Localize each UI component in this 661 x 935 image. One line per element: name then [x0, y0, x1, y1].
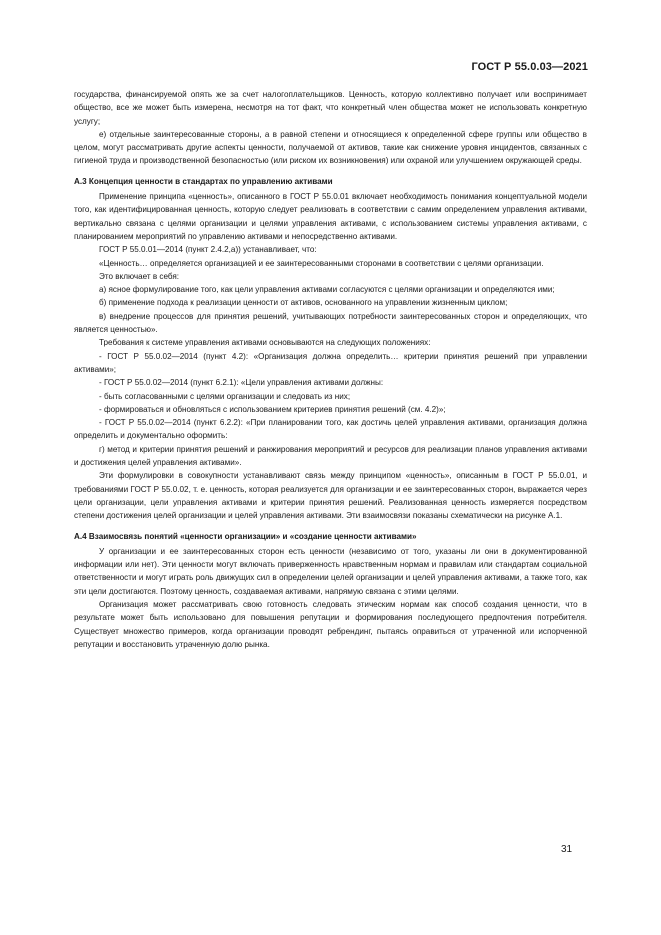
page-number: 31 — [561, 844, 573, 855]
dash-item: - формироваться и обновляться с использованием критериев принятия решений (см. 4.2)»; — [99, 404, 446, 414]
paragraph: Требования к системе управления активами основываются на следующих положениях: — [99, 338, 431, 348]
paragraph: ГОСТ Р 55.0.01—2014 (пункт 2.4.2,а)) устанавливает, что: — [99, 245, 317, 255]
section-heading-a4: А.4 Взаимосвязь понятий «ценности организации» и «создание ценности активами» — [74, 531, 417, 541]
paragraph-continuation: государства, финансируемой опять же за счет налогоплательщиков. Ценность, которую коллективно получает или воспринимает общество, все же может быть измерена, несмотря на тот факт, что конкретный член общества может не использовать конкретную услугу; — [74, 90, 587, 126]
dash-item: - ГОСТ Р 55.0.02—2014 (пункт 6.2.2): «При планировании того, как достичь целей управления активами, организация должна определить и документально оформить: — [74, 418, 587, 441]
paragraph: У организации и ее заинтересованных сторон есть ценности (независимо от того, указаны ли они в документированной информации или нет). Эти ценности могут включать приверженность нравственным нормам и правилам или стандартам социальной ответственности и могут играть роль движущих сил в определении целей организации и целей управления активами, а также того, как эти цели достигаются. Поэтому ценность, создаваемая активами, напрямую связана с этими целями. — [74, 546, 587, 596]
quote-paragraph: «Ценность… определяется организацией и ее заинтересованными сторонами в соответствии с целями организации. — [99, 258, 544, 268]
paragraph: Эти формулировки в совокупности устанавливают связь между принципом «ценность», описанным в ГОСТ Р 55.0.01, и требованиями ГОСТ Р 55.0.02, т. е. ценность, которая реализуется для организации и ее заинтересованных сторон, выражается через цели организации, цели управления активами и критерии принятия решений. Реализованная ценность измеряется посредством степени достижения целей организации и целей управления активами. Эти взаимосвязи показаны схематически на рисунке А.1. — [74, 471, 587, 521]
paragraph: Применение принципа «ценность», описанного в ГОСТ Р 55.0.01 включает необходимость понимания концептуальной модели того, как идентифицированная ценность, которую следует реализовать в соответствии с самим определением управления активами, вертикально связана с целями организации и целями управления активами, с использованием системы управления активами, с планированием мероприятий по управлению активами и непосредственно активами. — [74, 192, 587, 241]
paragraph: Это включает в себя: — [99, 271, 180, 281]
list-item-a: а) ясное формулирование того, как цели управления активами согласуются с целями организации и определяются ими; — [99, 285, 555, 295]
list-item-g: г) метод и критерии принятия решений и ранжирования мероприятий и ресурсов для реализации планов управления активами и достижения целей управления активами». — [74, 444, 587, 468]
list-item-b: б) применение подхода к реализации ценности от активов, основанного на управлении жизненным циклом; — [99, 298, 508, 308]
document-body — [74, 88, 587, 651]
list-item-v: в) внедрение процессов для принятия решений, учитывающих потребности заинтересованных сторон и определяющих, что является ценностью». — [74, 311, 587, 335]
dash-item: - быть согласованными с целями организации и следовать из них; — [99, 391, 351, 401]
section-heading-a3: А.3 Концепция ценности в стандартах по управлению активами — [74, 176, 333, 186]
dash-item: - ГОСТ Р 55.0.02—2014 (пункт 4.2): «Организация должна определить… критерии принятия решений при управлении активами»; — [74, 351, 587, 374]
paragraph: Организация может рассматривать свою готовность следовать этическим нормам как способ создания ценности, что в результате может быть использовано для повышения репутации и формирования последующего предпочтения потребителя. Существует множество примеров, когда организации проводят ребрендинг, пытаясь оправиться от утраченной или испорченной репутации и восстановить утраченную долю рынка. — [74, 599, 587, 649]
list-item-e: е) отдельные заинтересованные стороны, а в равной степени и относящиеся к определенной сфере группы или общество в целом, могут рассматривать другие аспекты ценности, получаемой от активов, такие как снижение уровня инцидентов, связанных с гигиеной труда и производственной безопасностью (или риском их возникновения) или охраной или улучшением окружающей среды. — [74, 129, 587, 166]
dash-item: - ГОСТ Р 55.0.02—2014 (пункт 6.2.1): «Цели управления активами должны: — [99, 378, 384, 388]
document-header: ГОСТ Р 55.0.03—2021 — [471, 61, 588, 73]
